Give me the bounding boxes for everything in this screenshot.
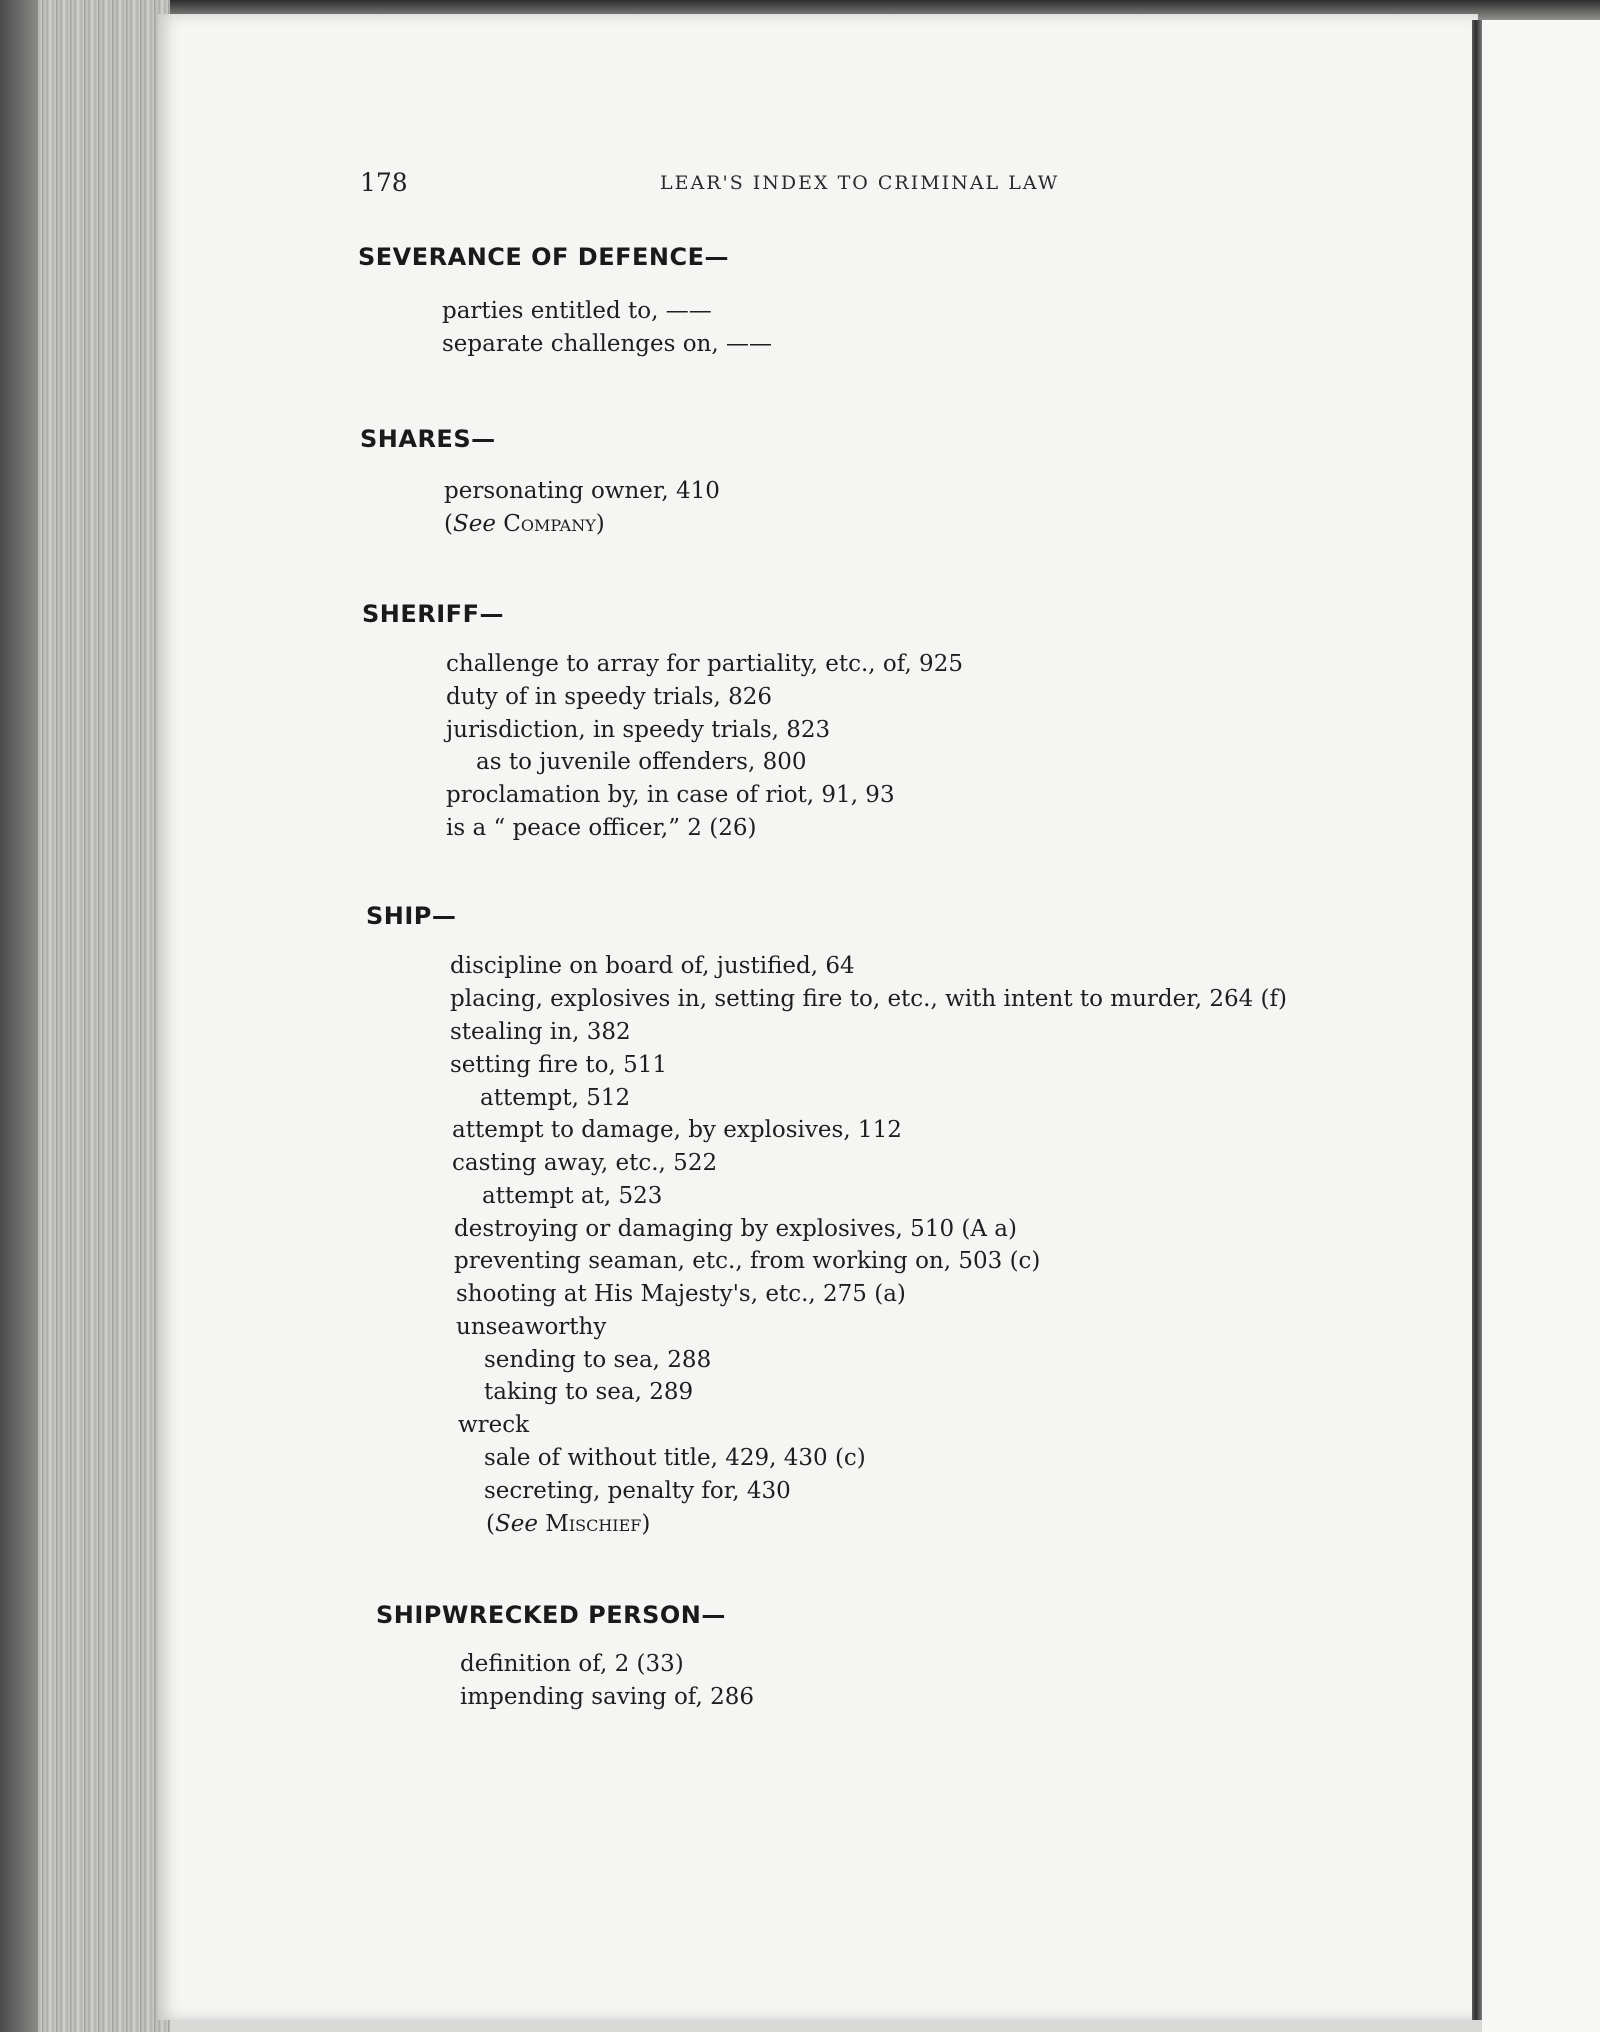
see-ref: Company	[503, 511, 596, 537]
index-heading-shipwrecked-person: SHIPWRECKED PERSON—	[376, 1601, 726, 1629]
index-entry: stealing in, 382	[450, 1019, 631, 1045]
index-heading-ship: SHIP—	[366, 902, 457, 930]
index-entry: duty of in speedy trials, 826	[446, 684, 772, 710]
index-entry: definition of, 2 (33)	[460, 1651, 684, 1677]
see-prefix: (	[444, 511, 453, 537]
index-entry: jurisdiction, in speedy trials, 823	[446, 717, 831, 743]
index-entry: personating owner, 410	[444, 478, 720, 504]
index-subentry: sending to sea, 288	[484, 1347, 712, 1373]
see-word: See	[494, 1511, 538, 1537]
index-entry: is a “ peace officer,” 2 (26)	[446, 815, 757, 841]
binding-edge	[1472, 20, 1482, 2020]
page-number: 178	[360, 168, 408, 197]
see-also-reference	[444, 511, 605, 537]
book-page	[158, 14, 1478, 2020]
index-subentry: secreting, penalty for, 430	[484, 1478, 791, 1504]
index-subentry: taking to sea, 289	[484, 1379, 694, 1405]
index-subentry: attempt, 512	[480, 1085, 631, 1111]
index-entry: parties entitled to, ——	[442, 298, 712, 324]
see-ref: Mischief	[545, 1511, 642, 1537]
see-suffix: )	[641, 1511, 651, 1537]
facing-page-edge	[1482, 20, 1600, 2032]
index-entry: impending saving of, 286	[460, 1684, 755, 1710]
index-entry: wreck	[458, 1412, 530, 1438]
index-heading-severance: SEVERANCE OF DEFENCE—	[358, 243, 730, 271]
index-subentry: as to juvenile offenders, 800	[476, 749, 807, 775]
running-head	[360, 168, 1060, 208]
index-entry: separate challenges on, ——	[442, 331, 772, 357]
index-entry: challenge to array for partiality, etc., of, 925	[446, 651, 963, 677]
index-subentry: sale of without title, 429, 430 (c)	[484, 1445, 866, 1471]
index-entry: placing, explosives in, setting fire to, etc., with intent to murder, 264 (f)	[450, 986, 1288, 1012]
index-entry: proclamation by, in case of riot, 91, 93	[446, 782, 895, 808]
index-entry: setting fire to, 511	[450, 1052, 667, 1078]
see-also-reference	[486, 1511, 650, 1537]
index-entry: destroying or damaging by explosives, 510 (A a)	[454, 1216, 1017, 1242]
index-entry: shooting at His Majesty's, etc., 275 (a)	[456, 1281, 906, 1307]
index-heading-shares: SHARES—	[360, 425, 496, 453]
see-suffix: )	[595, 511, 605, 537]
index-entry: casting away, etc., 522	[452, 1150, 718, 1176]
index-heading-sheriff: SHERIFF—	[362, 600, 504, 628]
see-prefix: (	[486, 1511, 495, 1537]
index-entry: preventing seaman, etc., from working on, 503 (c)	[454, 1248, 1041, 1274]
index-subentry: attempt at, 523	[482, 1183, 663, 1209]
see-word: See	[452, 511, 496, 537]
running-title: LEAR'S INDEX TO CRIMINAL LAW	[660, 172, 1060, 194]
index-entry: attempt to damage, by explosives, 112	[452, 1117, 902, 1143]
book-page-edges	[0, 0, 170, 2032]
index-entry: discipline on board of, justified, 64	[450, 953, 855, 979]
index-entry: unseaworthy	[456, 1314, 607, 1340]
